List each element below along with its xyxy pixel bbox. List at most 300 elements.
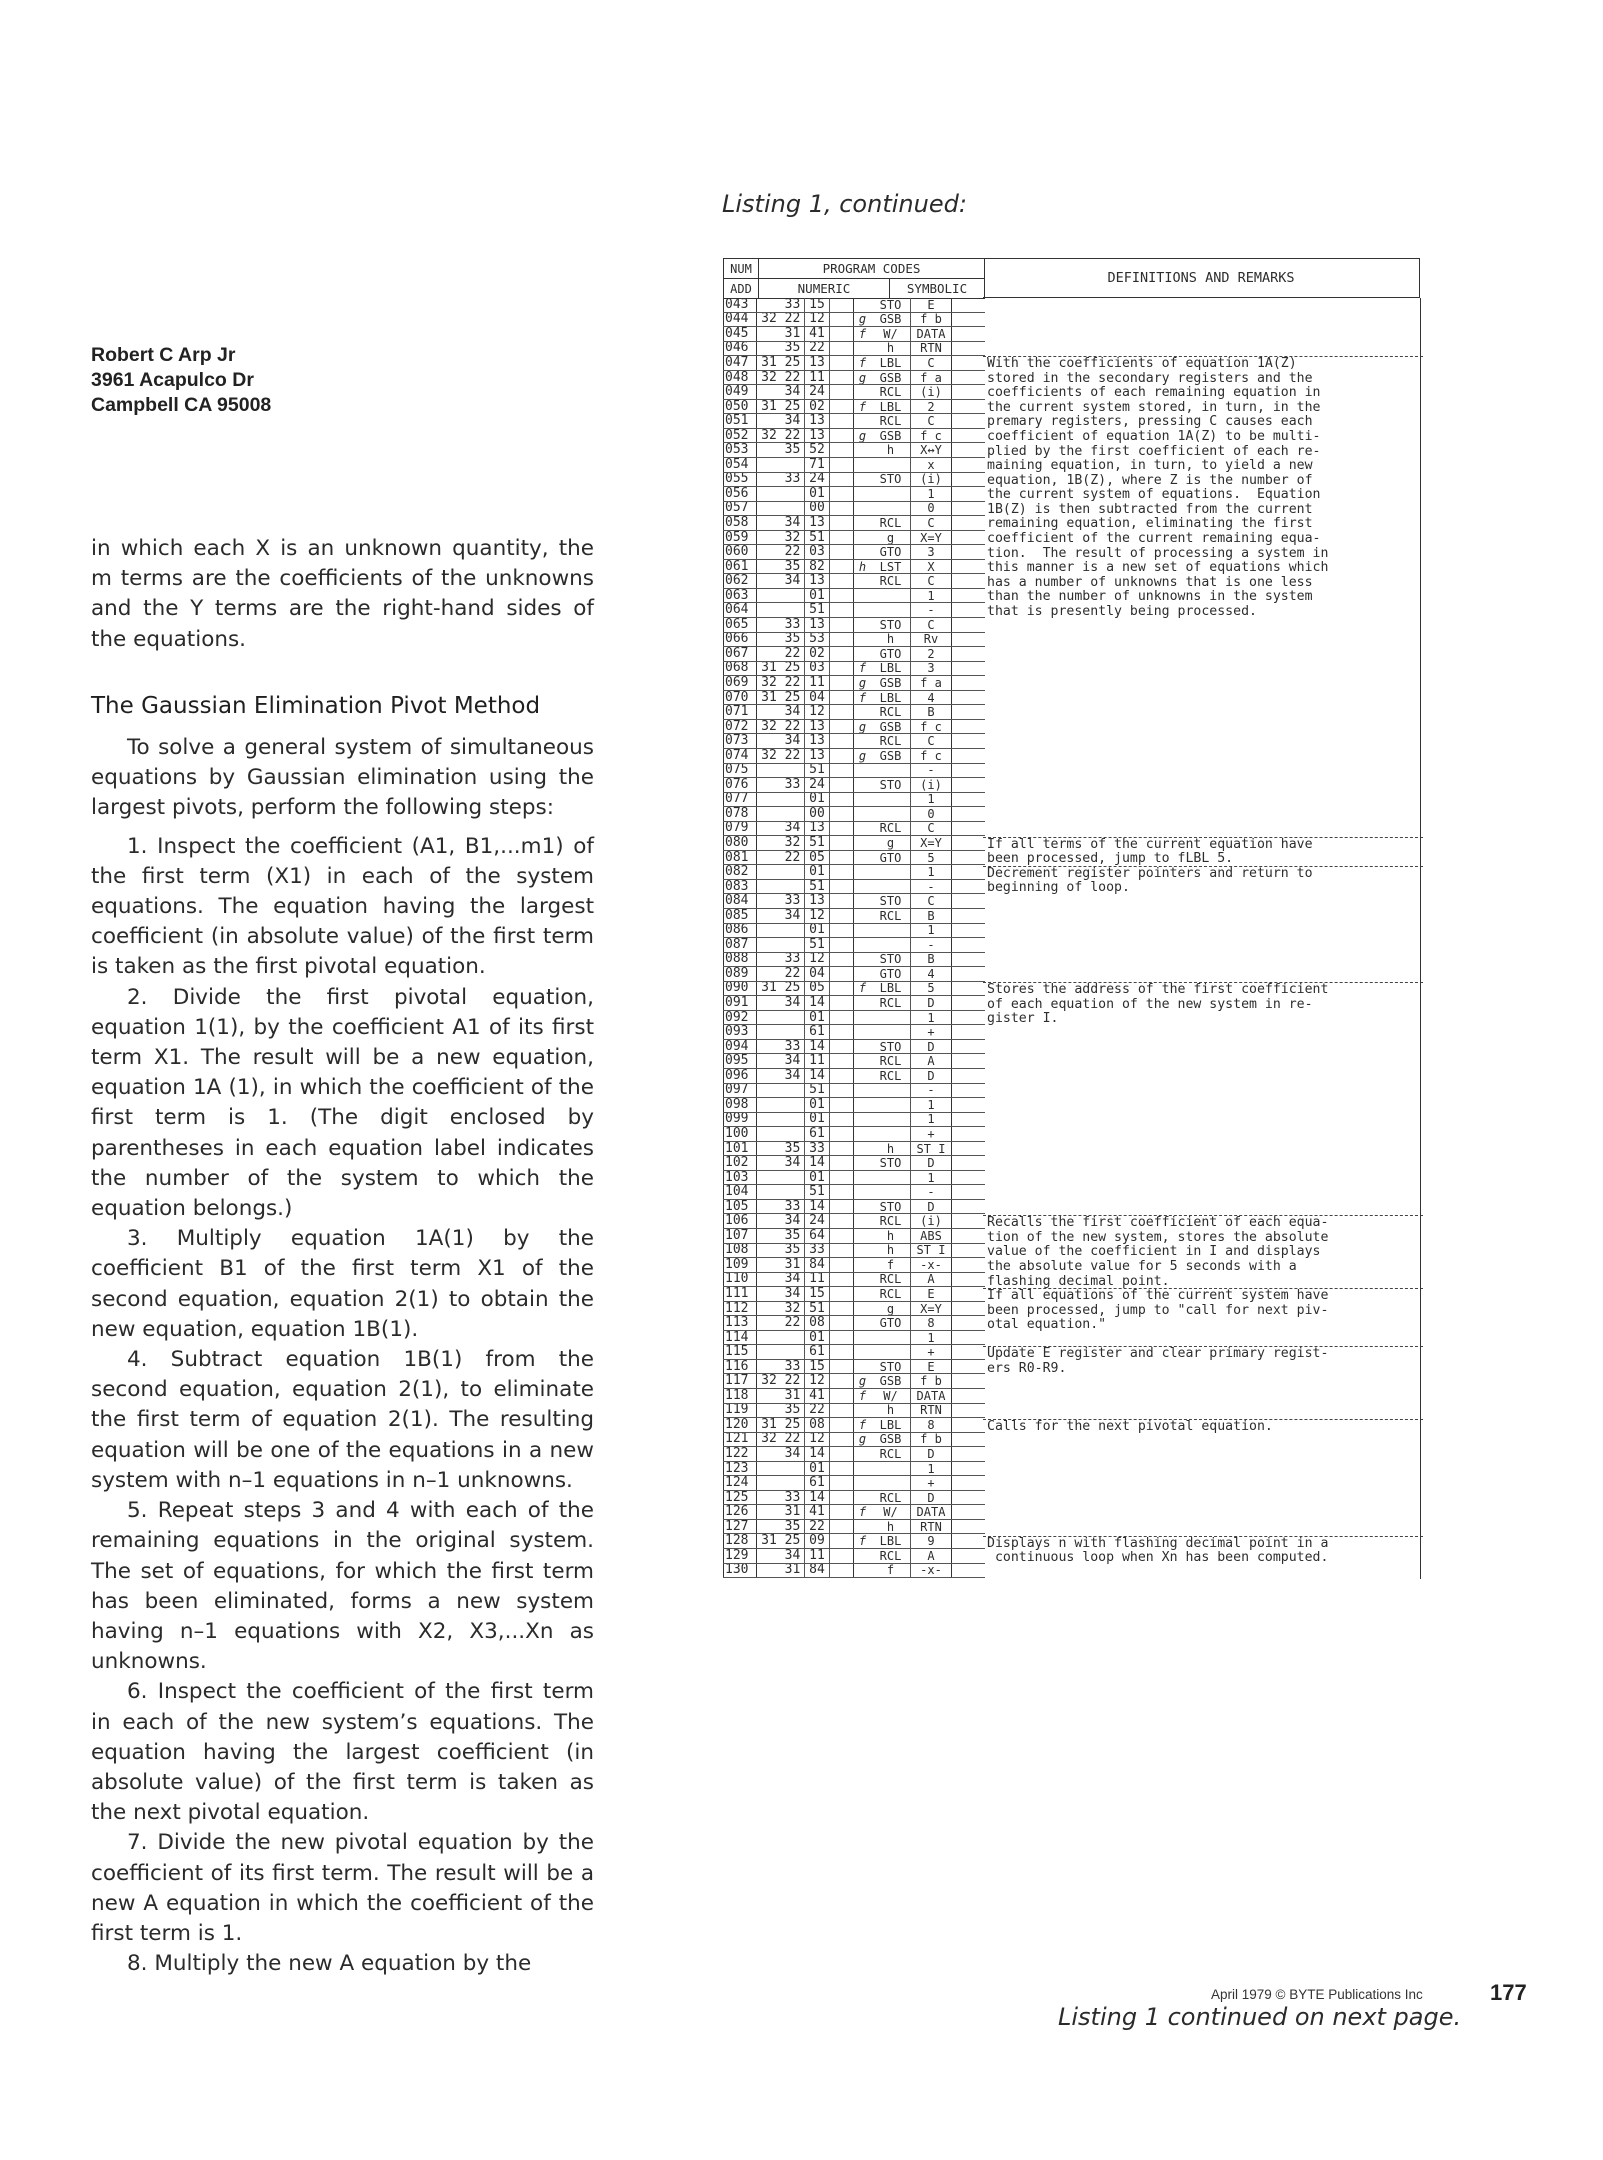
step-number: 106 <box>723 1214 757 1228</box>
key-code-3: 61 <box>805 1127 830 1141</box>
table-row <box>723 414 985 429</box>
key-code-1 <box>757 1200 781 1214</box>
key-code-2: 33 <box>781 473 805 487</box>
op-symbol: GSB <box>871 313 911 327</box>
op-symbol <box>871 603 911 617</box>
key-code-1 <box>757 1273 781 1287</box>
key-code-1 <box>757 1185 781 1199</box>
op-argument: B <box>911 909 952 923</box>
op-symbol <box>871 1462 911 1476</box>
key-code-3: 24 <box>805 778 830 792</box>
key-code-2: 33 <box>781 778 805 792</box>
table-row <box>723 1520 985 1535</box>
table-row <box>723 1302 985 1317</box>
step-number: 088 <box>723 953 757 967</box>
prefix-key <box>854 822 871 836</box>
op-argument: C <box>911 414 952 428</box>
key-code-2: 22 <box>781 1374 805 1388</box>
key-code-1 <box>757 545 781 559</box>
key-code-3: 08 <box>805 1418 830 1432</box>
intro-paragraph: in which each X is an unknown quantity, the m terms are the coefficients of the unknowns and the Y terms are the right-hand sides of the equations. <box>91 536 594 652</box>
key-code-2: 32 <box>781 1302 805 1316</box>
step-number: 092 <box>723 1011 757 1025</box>
key-code-2: 22 <box>781 371 805 385</box>
key-code-2: 31 <box>781 1505 805 1519</box>
table-row <box>723 938 985 953</box>
key-code-3: 00 <box>805 807 830 821</box>
key-code-3: 08 <box>805 1316 830 1330</box>
table-row <box>723 1200 985 1215</box>
key-code-2 <box>781 880 805 894</box>
program-listing <box>723 258 1422 1962</box>
prefix-key <box>854 996 871 1010</box>
numeric-spacer <box>830 327 854 341</box>
key-code-1 <box>757 1098 781 1112</box>
table-row <box>723 1316 985 1331</box>
numeric-spacer <box>830 1520 854 1534</box>
key-code-1 <box>757 1156 781 1170</box>
prefix-key <box>854 807 871 821</box>
prefix-key <box>854 1156 871 1170</box>
numeric-spacer <box>830 603 854 617</box>
numeric-spacer <box>830 749 854 763</box>
key-code-1 <box>757 880 781 894</box>
key-code-2: 31 <box>781 1564 805 1578</box>
remark-text: Update E register and clear primary regist- ers R0-R9. <box>987 1346 1329 1376</box>
prefix-key <box>854 793 871 807</box>
op-argument: - <box>911 1084 952 1098</box>
op-symbol: W/ <box>871 327 911 341</box>
op-symbol: LBL <box>871 691 911 705</box>
op-symbol: RCL <box>871 1491 911 1505</box>
step-number: 111 <box>723 1287 757 1301</box>
prefix-key: f <box>858 661 867 676</box>
op-argument: C <box>911 734 952 748</box>
key-code-3: 01 <box>805 1011 830 1025</box>
key-code-3: 01 <box>805 589 830 603</box>
step-number: 099 <box>723 1113 757 1127</box>
key-code-3: 82 <box>805 560 830 574</box>
key-code-1 <box>757 1258 781 1272</box>
numeric-spacer <box>830 676 854 690</box>
prefix-key <box>854 1404 871 1418</box>
numeric-spacer <box>830 574 854 588</box>
op-argument: f b <box>911 313 952 327</box>
op-symbol: GTO <box>871 647 911 661</box>
numeric-spacer <box>830 662 854 676</box>
op-symbol: RCL <box>871 705 911 719</box>
prefix-key <box>854 458 871 472</box>
key-code-2: 35 <box>781 342 805 356</box>
numeric-spacer <box>830 385 854 399</box>
step-number: 070 <box>723 691 757 705</box>
prefix-key <box>854 1476 871 1490</box>
key-code-1: 32 <box>761 676 777 690</box>
op-argument: 3 <box>911 662 952 676</box>
op-symbol <box>871 924 911 938</box>
table-row <box>723 953 985 968</box>
table-row <box>723 807 985 822</box>
op-symbol: STO <box>871 473 911 487</box>
step-number: 046 <box>723 342 757 356</box>
op-symbol: f <box>871 1564 911 1578</box>
op-argument: + <box>911 1127 952 1141</box>
op-symbol: f <box>871 1258 911 1272</box>
numeric-spacer <box>830 953 854 967</box>
table-row <box>723 1505 985 1520</box>
step-number: 082 <box>723 865 757 879</box>
key-code-2: 25 <box>781 1418 805 1432</box>
key-code-3: 15 <box>805 1360 830 1374</box>
numeric-spacer <box>830 1142 854 1156</box>
table-row <box>723 1374 985 1389</box>
key-code-3: 09 <box>805 1534 830 1548</box>
table-row <box>723 662 985 677</box>
key-code-2 <box>781 793 805 807</box>
table-row <box>723 443 985 458</box>
step-5: 5. Repeat steps 3 and 4 with each of the remaining equations in the original system. The set of equations, for which the first term has been eliminated, forms a new system having n–1 equations with X2, X3,...Xn as unknowns. <box>91 1498 594 1675</box>
table-row <box>723 1258 985 1273</box>
key-code-1: 31 <box>761 1418 777 1432</box>
numeric-spacer <box>830 1054 854 1068</box>
key-code-1 <box>757 516 781 530</box>
numeric-spacer <box>830 400 854 414</box>
key-code-3: 51 <box>805 880 830 894</box>
key-code-1 <box>757 953 781 967</box>
key-code-2 <box>781 603 805 617</box>
key-code-3: 01 <box>805 1331 830 1345</box>
key-code-1 <box>757 924 781 938</box>
op-symbol: RCL <box>871 909 911 923</box>
key-code-2 <box>781 458 805 472</box>
step-number: 123 <box>723 1462 757 1476</box>
op-symbol: STO <box>871 1156 911 1170</box>
key-code-3: 13 <box>805 734 830 748</box>
step-number: 097 <box>723 1084 757 1098</box>
key-code-2: 25 <box>781 982 805 996</box>
step-number: 121 <box>723 1433 757 1447</box>
key-code-3: 33 <box>805 1142 830 1156</box>
numeric-spacer <box>830 778 854 792</box>
numeric-spacer <box>830 429 854 443</box>
key-code-1 <box>757 1171 781 1185</box>
key-code-1 <box>757 764 781 778</box>
op-symbol: g <box>871 531 911 545</box>
prefix-key <box>854 1171 871 1185</box>
step-number: 089 <box>723 967 757 981</box>
numeric-spacer <box>830 1229 854 1243</box>
step-number: 110 <box>723 1273 757 1287</box>
op-symbol: RCL <box>871 516 911 530</box>
step-number: 122 <box>723 1447 757 1461</box>
key-code-2: 34 <box>781 574 805 588</box>
numeric-spacer <box>830 880 854 894</box>
op-argument: DATA <box>911 1505 952 1519</box>
key-code-1 <box>757 1491 781 1505</box>
table-row <box>723 1404 985 1419</box>
prefix-key: g <box>858 312 867 327</box>
key-code-3: 13 <box>805 894 830 908</box>
key-code-2: 22 <box>781 676 805 690</box>
prefix-key: g <box>858 676 867 690</box>
op-argument: D <box>911 1491 952 1505</box>
key-code-2: 35 <box>781 443 805 457</box>
prefix-key <box>854 1084 871 1098</box>
op-symbol: RCL <box>871 574 911 588</box>
op-symbol <box>871 793 911 807</box>
table-row <box>723 574 985 589</box>
prefix-key <box>854 633 871 647</box>
step-number: 079 <box>723 822 757 836</box>
op-argument: + <box>911 1476 952 1490</box>
op-argument: C <box>911 822 952 836</box>
prefix-key <box>854 1258 871 1272</box>
key-code-2: 34 <box>781 1549 805 1563</box>
key-code-3: 22 <box>805 1404 830 1418</box>
table-row <box>723 1564 985 1579</box>
op-argument: 4 <box>911 967 952 981</box>
key-code-3: 12 <box>805 313 830 327</box>
prefix-key <box>854 1287 871 1301</box>
prefix-key <box>854 1054 871 1068</box>
key-code-3: 12 <box>805 953 830 967</box>
step-number: 043 <box>723 298 757 312</box>
author-name: Robert C Arp Jr <box>91 344 236 366</box>
op-symbol: STO <box>871 894 911 908</box>
prefix-key <box>854 1564 871 1578</box>
table-row <box>723 458 985 473</box>
key-code-1 <box>757 487 781 501</box>
remark-text: Stores the address of the first coefficient of each equation of the new system in re- gister I. <box>987 982 1329 1027</box>
key-code-3: 33 <box>805 1244 830 1258</box>
key-code-1 <box>757 1025 781 1039</box>
table-row <box>723 851 985 866</box>
numeric-spacer <box>830 924 854 938</box>
table-row <box>723 1171 985 1186</box>
key-code-3: 51 <box>805 603 830 617</box>
key-code-3: 61 <box>805 1025 830 1039</box>
op-argument: C <box>911 574 952 588</box>
numeric-spacer <box>830 443 854 457</box>
key-code-2 <box>781 924 805 938</box>
table-row <box>723 1549 985 1564</box>
prefix-key <box>854 603 871 617</box>
table-row <box>723 1244 985 1259</box>
key-code-1 <box>757 1345 781 1359</box>
key-code-3: 51 <box>805 938 830 952</box>
op-symbol <box>871 487 911 501</box>
key-code-2 <box>781 502 805 516</box>
key-code-3: 51 <box>805 1185 830 1199</box>
step-number: 083 <box>723 880 757 894</box>
prefix-key <box>854 385 871 399</box>
key-code-2: 33 <box>781 1360 805 1374</box>
key-code-1 <box>757 1127 781 1141</box>
op-argument: X=Y <box>911 836 952 850</box>
key-code-2 <box>781 1084 805 1098</box>
key-code-3: 05 <box>805 982 830 996</box>
key-code-1 <box>757 1113 781 1127</box>
key-code-1 <box>757 1011 781 1025</box>
key-code-1 <box>757 1287 781 1301</box>
op-argument: ST I <box>911 1244 952 1258</box>
key-code-2: 34 <box>781 1054 805 1068</box>
table-row <box>723 516 985 531</box>
remarks-header: DEFINITIONS AND REMARKS <box>983 258 1420 298</box>
key-code-2: 25 <box>781 356 805 370</box>
op-symbol: STO <box>871 618 911 632</box>
numeric-spacer <box>830 516 854 530</box>
key-code-2: 35 <box>781 1404 805 1418</box>
numeric-spacer <box>830 1273 854 1287</box>
key-code-3: 11 <box>805 1273 830 1287</box>
key-code-2: 33 <box>781 953 805 967</box>
numeric-spacer <box>830 1113 854 1127</box>
op-argument: 1 <box>911 1113 952 1127</box>
prefix-key <box>854 764 871 778</box>
prefix-key <box>854 298 871 312</box>
op-argument: 8 <box>911 1316 952 1330</box>
prefix-key <box>854 647 871 661</box>
key-code-2: 22 <box>781 545 805 559</box>
numeric-spacer <box>830 734 854 748</box>
table-row <box>723 560 985 575</box>
op-symbol <box>871 1171 911 1185</box>
prefix-key <box>854 1462 871 1476</box>
op-argument: C <box>911 618 952 632</box>
table-row <box>723 1229 985 1244</box>
step-number: 109 <box>723 1258 757 1272</box>
step-number: 118 <box>723 1389 757 1403</box>
key-code-1 <box>757 633 781 647</box>
key-code-3: 11 <box>805 676 830 690</box>
prefix-key: f <box>858 327 867 341</box>
numeric-spacer <box>830 1011 854 1025</box>
table-row <box>723 982 985 997</box>
key-code-2 <box>781 865 805 879</box>
op-argument: 9 <box>911 1534 952 1548</box>
table-row <box>723 1345 985 1360</box>
key-code-1 <box>757 327 781 341</box>
page-number: 177 <box>1490 1980 1527 2005</box>
op-argument: C <box>911 894 952 908</box>
table-row <box>723 1084 985 1099</box>
op-argument: 5 <box>911 851 952 865</box>
key-code-2: 35 <box>781 560 805 574</box>
op-symbol: GSB <box>871 1433 911 1447</box>
key-code-2 <box>781 1011 805 1025</box>
table-row <box>723 313 985 328</box>
prefix-key <box>854 1098 871 1112</box>
remark-text: Calls for the next pivotal equation. <box>987 1419 1273 1435</box>
key-code-3: 01 <box>805 865 830 879</box>
step-number: 080 <box>723 836 757 850</box>
table-row <box>723 996 985 1011</box>
op-argument: 3 <box>911 545 952 559</box>
step-number: 056 <box>723 487 757 501</box>
key-code-2: 35 <box>781 1244 805 1258</box>
op-argument: f a <box>911 371 952 385</box>
table-row <box>723 691 985 706</box>
prefix-key <box>854 778 871 792</box>
op-symbol <box>871 1127 911 1141</box>
key-code-2: 22 <box>781 1316 805 1330</box>
op-symbol: g <box>871 1302 911 1316</box>
key-code-2: 31 <box>781 327 805 341</box>
key-code-2: 34 <box>781 822 805 836</box>
op-argument: E <box>911 298 952 312</box>
key-code-3: 04 <box>805 967 830 981</box>
table-row <box>723 865 985 880</box>
key-code-1 <box>757 1084 781 1098</box>
op-symbol: LBL <box>871 1418 911 1432</box>
key-code-2: 34 <box>781 385 805 399</box>
key-code-3: 13 <box>805 618 830 632</box>
key-code-1: 31 <box>761 1534 777 1549</box>
numeric-spacer <box>830 1287 854 1301</box>
step-number: 076 <box>723 778 757 792</box>
step-number: 072 <box>723 720 757 734</box>
op-argument: RTN <box>911 1520 952 1534</box>
op-argument: DATA <box>911 1389 952 1403</box>
table-row <box>723 1069 985 1084</box>
key-code-3: 13 <box>805 822 830 836</box>
op-symbol: RCL <box>871 1069 911 1083</box>
op-symbol: STO <box>871 1360 911 1374</box>
key-code-3: 14 <box>805 1156 830 1170</box>
key-code-1 <box>757 414 781 428</box>
op-argument: - <box>911 938 952 952</box>
op-argument: DATA <box>911 327 952 341</box>
op-symbol: LBL <box>871 356 911 370</box>
key-code-3: 13 <box>805 516 830 530</box>
op-argument: ST I <box>911 1142 952 1156</box>
op-argument: B <box>911 953 952 967</box>
op-symbol: STO <box>871 1040 911 1054</box>
op-symbol: W/ <box>871 1389 911 1403</box>
step-number: 120 <box>723 1418 757 1432</box>
table-row <box>723 487 985 502</box>
key-code-2: 22 <box>781 851 805 865</box>
op-argument: E <box>911 1287 952 1301</box>
table-row <box>723 502 985 517</box>
op-symbol: RCL <box>871 1549 911 1563</box>
numeric-spacer <box>830 356 854 370</box>
author-street: 3961 Acapulco Dr <box>91 369 254 391</box>
op-argument: x <box>911 458 952 472</box>
prefix-key <box>854 516 871 530</box>
table-row <box>723 676 985 691</box>
table-row <box>723 545 985 560</box>
numeric-spacer <box>830 414 854 428</box>
prefix-key <box>854 1549 871 1563</box>
key-code-3: 12 <box>805 909 830 923</box>
prefix-key: h <box>858 559 867 574</box>
key-code-3: 22 <box>805 342 830 356</box>
table-row <box>723 1156 985 1171</box>
table-row <box>723 909 985 924</box>
key-code-2 <box>781 1171 805 1185</box>
table-row <box>723 836 985 851</box>
table-row <box>723 1127 985 1142</box>
table-row <box>723 1287 985 1302</box>
prefix-key <box>854 487 871 501</box>
key-code-1 <box>757 1404 781 1418</box>
step-number: 073 <box>723 734 757 748</box>
key-code-1 <box>757 298 781 312</box>
prefix-key <box>854 924 871 938</box>
op-symbol: STO <box>871 1200 911 1214</box>
